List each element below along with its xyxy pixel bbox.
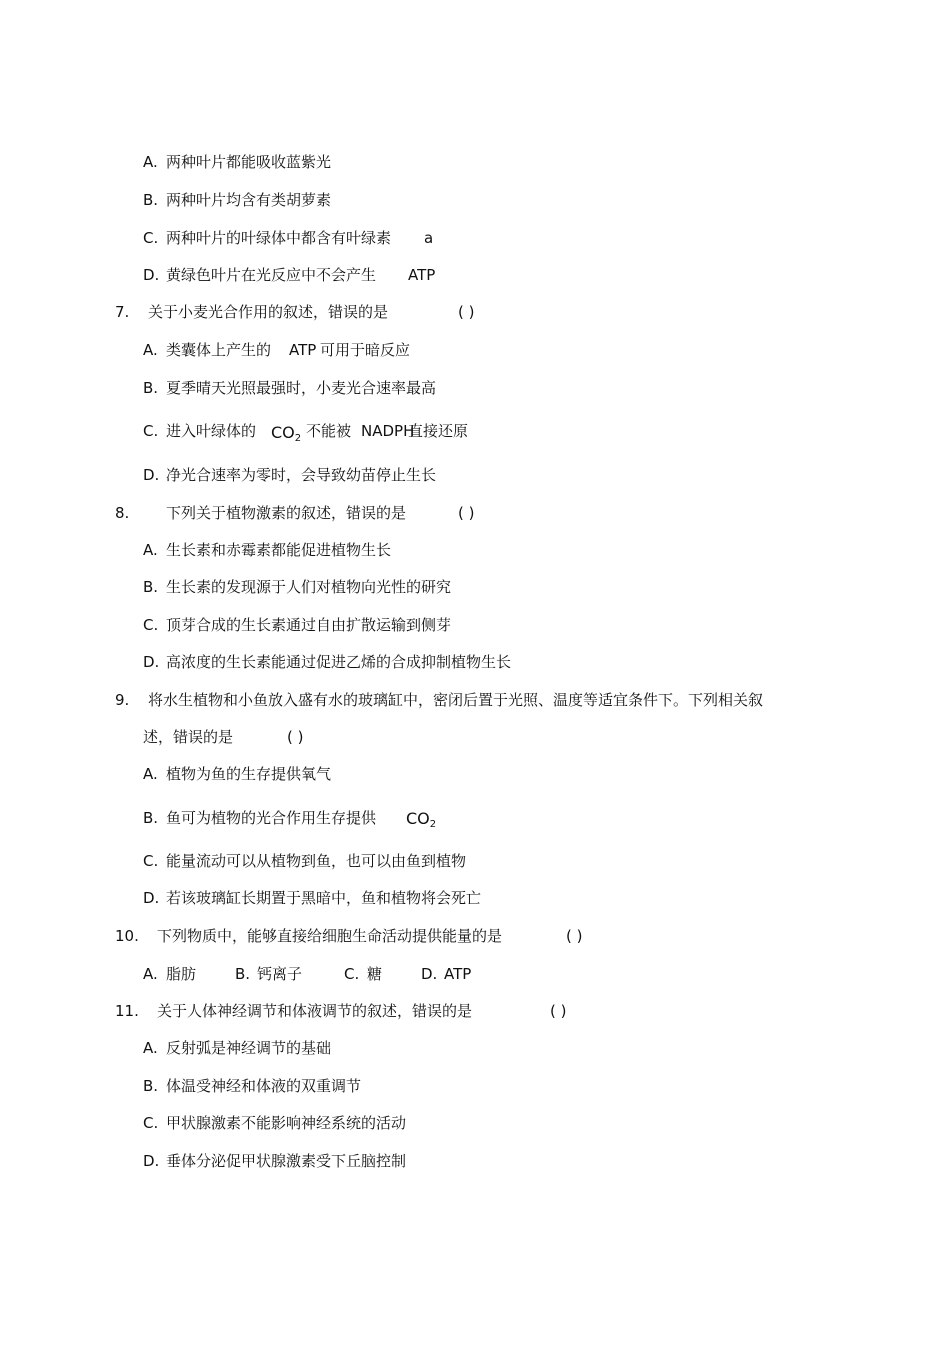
option-label: B. — [143, 809, 159, 827]
option-text: 净光合速率为零时，会导致幼苗停止生长 — [166, 466, 437, 484]
question-text: 下列关于植物激素的叙述，错误的是 — [166, 504, 407, 522]
option-label: A. — [143, 765, 158, 783]
option-label: D. — [143, 466, 160, 484]
option-label: D. — [143, 653, 160, 671]
option-text: 两种叶片均含有类胡萝素 — [166, 191, 332, 209]
option-text: 脂肪 — [166, 965, 197, 983]
co2-formula: $CO_2$ — [406, 809, 437, 830]
option-label: B. — [235, 965, 251, 983]
option-label: A. — [143, 341, 158, 359]
option-term: ATP — [289, 341, 317, 359]
option-tail: ATP — [408, 266, 436, 284]
question-text: 关于人体神经调节和体液调节的叙述，错误的是 — [157, 1002, 473, 1020]
option-label: A. — [143, 965, 158, 983]
option-text: 顶芽合成的生长素通过自由扩散运输到侧芽 — [166, 616, 452, 634]
question-number: 7. — [115, 303, 130, 321]
option-label: A. — [143, 153, 158, 171]
option-text: 若该玻璃缸长期置于黑暗中，鱼和植物将会死亡 — [166, 889, 482, 907]
option-label: B. — [143, 1077, 159, 1095]
option-text: 能量流动可以从植物到鱼，也可以由鱼到植物 — [166, 852, 467, 870]
option-label: D. — [421, 965, 438, 983]
option-text: 鱼可为植物的光合作用生存提供 — [166, 809, 377, 827]
answer-paren: ( ) — [566, 927, 583, 945]
option-label: C. — [143, 852, 159, 870]
question-number: 8. — [115, 504, 130, 522]
option-label: D. — [143, 1152, 160, 1170]
question-text: 下列物质中，能够直接给细胞生命活动提供能量的是 — [157, 927, 503, 945]
option-text: 反射弧是神经调节的基础 — [166, 1039, 332, 1057]
option-text: 生长素和赤霉素都能促进植物生长 — [166, 541, 392, 559]
option-label: C. — [143, 1114, 159, 1132]
option-tail: a — [424, 229, 434, 247]
option-label: D. — [143, 266, 160, 284]
question-text: 关于小麦光合作用的叙述，错误的是 — [148, 303, 389, 321]
option-label: B. — [143, 379, 159, 397]
option-label: B. — [143, 578, 159, 596]
option-text: 直接还原 — [408, 422, 469, 440]
option-label: A. — [143, 541, 158, 559]
option-label: C. — [143, 422, 159, 440]
answer-paren: ( ) — [550, 1002, 567, 1020]
option-text: 两种叶片的叶绿体中都含有叶绿素 — [166, 229, 392, 247]
question-number: 9. — [115, 691, 130, 709]
question-number: 10. — [115, 927, 139, 945]
option-text: 糖 — [367, 965, 383, 983]
option-label: C. — [143, 616, 159, 634]
option-text: 进入叶绿体的 — [166, 422, 257, 440]
option-text: 体温受神经和体液的双重调节 — [166, 1077, 362, 1095]
option-text: 黄绿色叶片在光反应中不会产生 — [166, 266, 377, 284]
option-text: 钙离子 — [257, 965, 303, 983]
option-text: ATP — [444, 965, 472, 983]
option-text: 生长素的发现源于人们对植物向光性的研究 — [166, 578, 452, 596]
option-text: 可用于暗反应 — [320, 341, 411, 359]
option-label: C. — [344, 965, 360, 983]
option-label: C. — [143, 229, 159, 247]
answer-paren: ( ) — [458, 303, 475, 321]
option-term: NADPH — [361, 422, 415, 440]
option-text: 垂体分泌促甲状腺激素受下丘脑控制 — [166, 1152, 407, 1170]
option-label: A. — [143, 1039, 158, 1057]
option-text: 类囊体上产生的 — [166, 341, 272, 359]
option-label: D. — [143, 889, 160, 907]
question-text: 述，错误的是 — [143, 728, 234, 746]
option-text: 不能被 — [306, 422, 352, 440]
option-text: 夏季晴天光照最强时，小麦光合速率最高 — [166, 379, 437, 397]
option-text: 两种叶片都能吸收蓝紫光 — [166, 153, 332, 171]
co2-formula: $CO_2$ — [271, 423, 302, 444]
question-number: 11. — [115, 1002, 139, 1020]
question-text: 将水生植物和小鱼放入盛有水的玻璃缸中，密闭后置于光照、温度等适宜条件下。下列相关叙 — [148, 691, 764, 709]
option-text: 植物为鱼的生存提供氧气 — [166, 765, 332, 783]
answer-paren: ( ) — [287, 728, 304, 746]
option-label: B. — [143, 191, 159, 209]
option-text: 高浓度的生长素能通过促进乙烯的合成抑制植物生长 — [166, 653, 512, 671]
answer-paren: ( ) — [458, 504, 475, 522]
option-text: 甲状腺激素不能影响神经系统的活动 — [166, 1114, 407, 1132]
